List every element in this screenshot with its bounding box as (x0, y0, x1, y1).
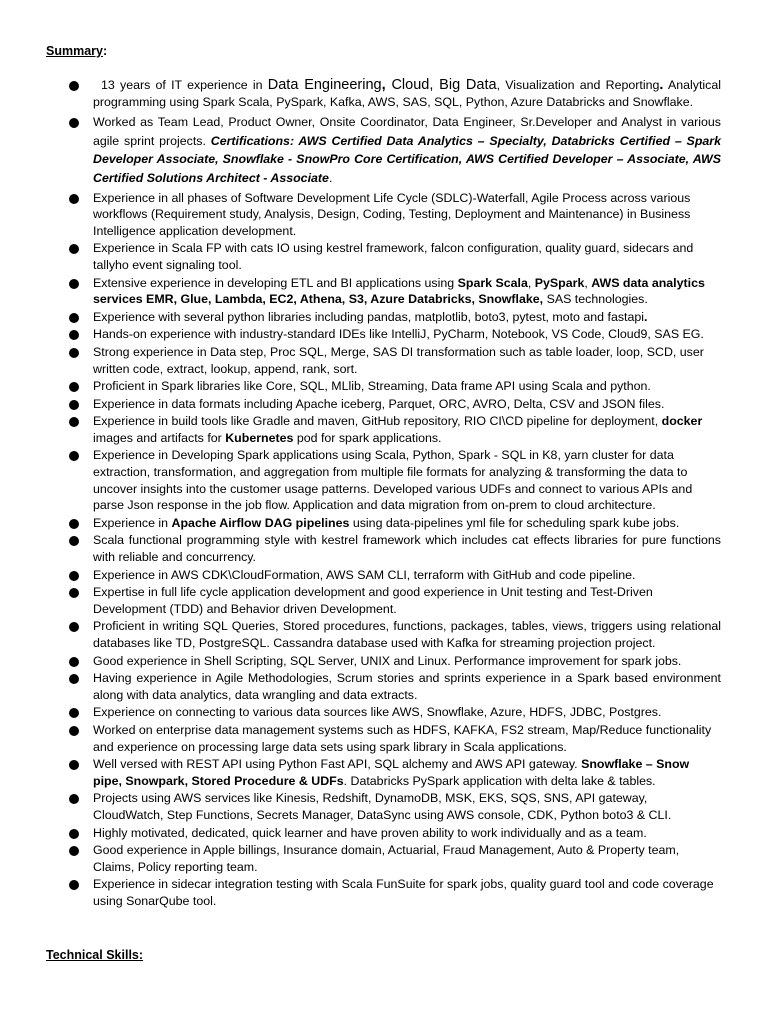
summary-list (93, 77, 721, 911)
list-item: Experience in Scala FP with cats IO using kestrel framework, falcon configuration, quality guard, sidecars and tallyho event signaling tool. (93, 240, 721, 273)
list-item: Hands-on experience with industry-standard IDEs like IntelliJ, PyCharm, Notebook, VS Code, Cloud9, SAS EG. (93, 326, 721, 343)
list-item: Proficient in writing SQL Queries, Stored procedures, functions, packages, tables, views, triggers using relational databases like TD, PostgreSQL. Cassandra database used with Kafka for streaming projection project. (93, 618, 721, 651)
technical-skills-heading: Technical Skills: (46, 948, 144, 962)
list-item: Experience in Developing Spark applications using Scala, Python, Spark - SQL in K8, yarn cluster for data extraction, transformation, and aggregation from multiple file formats for analyzing & transforming the data to uncover insights into the customer usage patterns. Developed various UDFs and connect to various APIs and parse Json response in the job flow. Application and data migration from on-prem to cloud architecture. (93, 447, 721, 513)
list-item: Projects using AWS services like Kinesis, Redshift, DynamoDB, MSK, EKS, SQS, SNS, API gateway, CloudWatch, Step Functions, Secrets Manager, DataSync using AWS console, CDK, Python boto3 & CLI. (93, 790, 721, 823)
list-item: Experience on connecting to various data sources like AWS, Snowflake, Azure, HDFS, JDBC, Postgres. (93, 704, 721, 721)
list-item: Experience in AWS CDK\CloudFormation, AWS SAM CLI, terraform with GitHub and code pipeline. (93, 567, 721, 584)
bullet-icon (69, 571, 79, 581)
summary-heading-colon: : (102, 44, 108, 58)
list-item: Experience in sidecar integration testing with Scala FunSuite for spark jobs, quality guard tool and code coverage using SonarQube tool. (93, 876, 721, 909)
list-item: Good experience in Shell Scripting, SQL Server, UNIX and Linux. Performance improvement for spark jobs. (93, 653, 721, 670)
summary-heading (46, 44, 107, 58)
bullet-icon (69, 536, 79, 546)
list-item: Having experience in Agile Methodologies, Scrum stories and sprints experience in a Spark based environment along with data analytics, data wrangling and data extracts. (93, 670, 721, 703)
bullet-icon (69, 794, 79, 804)
bullet-icon (69, 588, 79, 598)
bullet-icon (69, 726, 79, 736)
list-item: Strong experience in Data step, Proc SQL, Merge, SAS DI transformation such as table loader, loop, SCD, user written code, extract, lookup, append, rank, sort. (93, 344, 721, 377)
bullet-icon (69, 674, 79, 684)
bullet-icon (69, 348, 79, 358)
bullet-icon (69, 313, 79, 323)
list-item: Highly motivated, dedicated, quick learner and have proven ability to work individually and as a team. (93, 825, 721, 842)
list-item: Experience in data formats including Apache iceberg, Parquet, ORC, AVRO, Delta, CSV and JSON files. (93, 396, 721, 413)
list-item: Good experience in Apple billings, Insurance domain, Actuarial, Fraud Management, Auto & Property team, Claims, Policy reporting team. (93, 842, 721, 875)
bullet-icon (69, 846, 79, 856)
list-item: Worked on enterprise data management systems such as HDFS, KAFKA, FS2 stream, Map/Reduce functionality and experience on processing large data sets using spark library in Scala applications. (93, 722, 721, 755)
bullet-icon (69, 279, 79, 289)
list-item: Well versed with REST API using Python Fast API, SQL alchemy and AWS API gateway. Snowflake – Snow pipe, Snowpark, Stored Procedure & UDFs. Databricks PySpark application with delta lake & tables. (93, 756, 721, 789)
bullet-icon (69, 829, 79, 839)
summary-heading-text: Summary (46, 44, 103, 58)
bullet-icon (69, 382, 79, 392)
bullet-icon (69, 451, 79, 461)
bullet-icon (69, 417, 79, 427)
bullet-icon (69, 400, 79, 410)
list-item: Experience with several python libraries including pandas, matplotlib, boto3, pytest, moto and fastapi. (93, 309, 721, 326)
bullet-icon (69, 118, 79, 128)
bullet-icon (69, 519, 79, 529)
bullet-icon (69, 81, 79, 91)
list-item: Extensive experience in developing ETL and BI applications using Spark Scala, PySpark, AWS data analytics services EMR, Glue, Lambda, EC2, Athena, S3, Azure Databricks, Snowflake, SAS technologies. (93, 275, 721, 308)
list-item: Scala functional programming style with kestrel framework which includes cat effects libraries for pure functions with reliable and concurrency. (93, 532, 721, 565)
list-item: Proficient in Spark libraries like Core, SQL, MLlib, Streaming, Data frame API using Scala and python. (93, 378, 721, 395)
list-item: Experience in Apache Airflow DAG pipelines using data-pipelines yml file for scheduling spark kube jobs. (93, 515, 721, 532)
list-item: Expertise in full life cycle application development and good experience in Unit testing and Test-Driven Development (TDD) and Behavior driven Development. (93, 584, 721, 617)
bullet-icon (69, 622, 79, 632)
bullet-icon (69, 330, 79, 340)
bullet-icon (69, 244, 79, 254)
list-item: Worked as Team Lead, Product Owner, Onsite Coordinator, Data Engineer, Sr.Developer and Analyst in various agile sprint projects. Certifications: AWS Certified Data Analytics – Specialty, Databricks Certified – Spark Developer Associate, Snowflake - SnowPro Core Certification, AWS Certified Developer – Associate, AWS Certified Solutions Architect - Associate. (93, 113, 721, 187)
bullet-icon (69, 708, 79, 718)
list-item: 13 years of IT experience in Data Engineering, Cloud, Big Data, Visualization and Reporting. Analytical programming using Spark Scala, PySpark, Kafka, AWS, SAS, SQL, Python, Azure Databricks and Snowflake. (93, 77, 721, 110)
bullet-icon (69, 657, 79, 667)
bullet-icon (69, 760, 79, 770)
bullet-icon (69, 880, 79, 890)
list-item: Experience in build tools like Gradle and maven, GitHub repository, RIO CI\CD pipeline for deployment, docker images and artifacts for Kubernetes pod for spark applications. (93, 413, 721, 446)
bullet-icon (69, 194, 79, 204)
list-item: Experience in all phases of Software Development Life Cycle (SDLC)-Waterfall, Agile Process across various workflows (Requirement study, Analysis, Design, Coding, Testing, Deployment and Maintenance) in Business Intelligence application development. (93, 190, 721, 240)
